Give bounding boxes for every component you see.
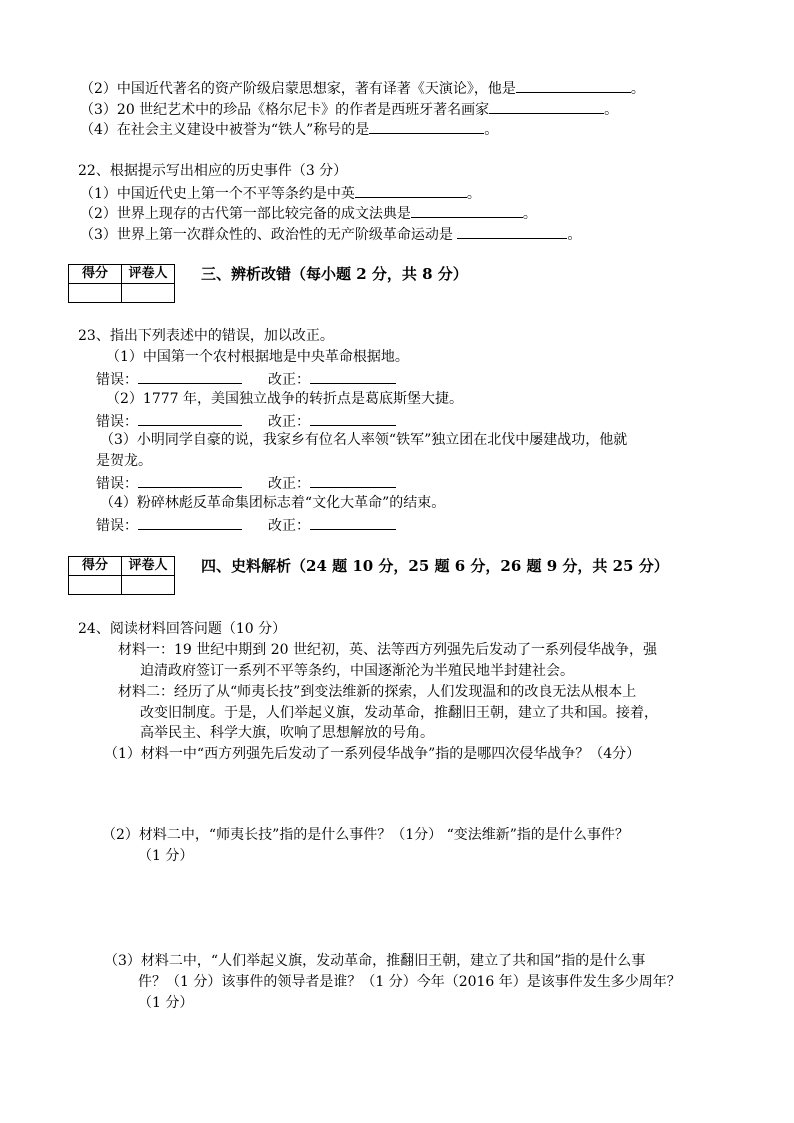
q23-answer-row-2 — [96, 411, 396, 431]
score-cell[interactable] — [69, 284, 122, 303]
answer-blank[interactable] — [516, 78, 631, 93]
period: 。 — [604, 102, 619, 118]
error-blank[interactable] — [138, 473, 242, 488]
answer-blank[interactable] — [489, 99, 604, 114]
period: 。 — [630, 81, 645, 97]
q24-material-1-line-2: 迫清政府签订一系列不平等条约，中国逐渐沦为半殖民地半封建社会。 — [140, 663, 574, 679]
q24-sub-2-line-1: （2）材料二中，“师夷长技”指的是什么事件？（1分） “变法维新”指的是什么事件？ — [102, 827, 629, 843]
q23-answer-row-1 — [96, 369, 396, 389]
grader-cell[interactable] — [122, 284, 175, 303]
answer-blank[interactable] — [355, 183, 467, 198]
q23-title: 23、指出下列表述中的错误，加以改正。 — [78, 328, 334, 344]
grader-header: 评卷人 — [122, 265, 175, 284]
fix-blank[interactable] — [310, 473, 396, 488]
error-blank[interactable] — [138, 515, 242, 530]
q21-item-3 — [80, 99, 618, 119]
error-label: 错误： — [96, 518, 138, 534]
q24-material-1-line-1: 材料一：19 世纪中期到 20 世纪初，英、法等西方列强先后发动了一系列侵华战争，强 — [118, 642, 657, 658]
q21-item-3-text: （3）20 世纪艺术中的珍品《格尔尼卡》的作者是西班牙著名画家 — [80, 102, 490, 118]
grader-header: 评卷人 — [122, 557, 175, 576]
q22-item-2 — [80, 203, 537, 223]
error-label: 错误： — [96, 372, 138, 388]
period: 。 — [567, 227, 582, 243]
q23-item-2: （2）1777 年，美国独立战争的转折点是葛底斯堡大捷。 — [106, 391, 463, 407]
q23-item-3-line-2: 是贺龙。 — [96, 453, 152, 469]
q23-answer-row-4 — [96, 515, 396, 535]
period: 。 — [484, 122, 499, 138]
score-table — [68, 264, 175, 303]
score-header: 得分 — [69, 557, 122, 576]
q24-sub-3-line-3: （1 分） — [138, 995, 194, 1011]
section-3-title: 三、辨析改错（每小题 2 分，共 8 分） — [201, 265, 468, 283]
q23-item-1: （1）中国第一个农村根据地是中央革命根据地。 — [106, 349, 409, 365]
fix-label: 改正： — [268, 476, 310, 492]
q23-answer-row-3 — [96, 473, 396, 493]
q22-title: 22、根据提示写出相应的历史事件（3 分） — [78, 163, 348, 179]
q24-sub-3-line-1: （3）材料二中，“人们举起义旗，发动革命，推翻旧王朝，建立了共和国”指的是什么事 — [104, 953, 646, 969]
q24-sub-2-line-2: （1 分） — [138, 848, 194, 864]
fix-label: 改正： — [268, 518, 310, 534]
q21-item-4-text: （4）在社会主义建设中被誉为“铁人”称号的是 — [80, 122, 370, 138]
error-blank[interactable] — [138, 411, 242, 426]
q21-item-2 — [80, 78, 645, 98]
q23-item-4: （4）粉碎林彪反革命集团标志着“文化大革命”的结束。 — [100, 495, 446, 511]
score-cell[interactable] — [69, 576, 122, 595]
period: 。 — [466, 186, 481, 202]
fix-label: 改正： — [268, 414, 310, 430]
q24-title: 24、阅读材料回答问题（10 分） — [78, 621, 287, 637]
q22-item-3-text: （3）世界上第一次群众性的、政治性的无产阶级革命运动是 — [80, 227, 453, 243]
grader-cell[interactable] — [122, 576, 175, 595]
q24-sub-1: （1）材料一中“西方列强先后发动了一系列侵华战争”指的是哪四次侵华战争？（4分） — [104, 746, 641, 762]
q24-material-2-line-2: 改变旧制度。于是，人们举起义旗，发动革命，推翻旧王朝，建立了共和国。接着， — [140, 705, 658, 721]
q22-item-2-text: （2）世界上现存的古代第一部比较完备的成文法典是 — [80, 206, 411, 222]
error-label: 错误： — [96, 414, 138, 430]
q22-item-3 — [80, 224, 581, 244]
answer-blank[interactable] — [369, 119, 484, 134]
answer-blank[interactable] — [457, 224, 567, 239]
period: 。 — [522, 206, 537, 222]
section-4-title: 四、史料解析（24 题 10 分，25 题 6 分，26 题 9 分，共 25 分） — [201, 557, 669, 575]
score-table — [68, 556, 175, 595]
q22-item-1-text: （1）中国近代史上第一个不平等条约是中英 — [80, 186, 355, 202]
error-blank[interactable] — [138, 369, 242, 384]
fix-blank[interactable] — [310, 411, 396, 426]
fix-blank[interactable] — [310, 515, 396, 530]
q24-material-2-line-1: 材料二：经历了从“师夷长技”到变法维新的探索，人们发现温和的改良无法从根本上 — [118, 684, 637, 700]
answer-blank[interactable] — [411, 203, 523, 218]
score-header: 得分 — [69, 265, 122, 284]
q21-item-2-text: （2）中国近代著名的资产阶级启蒙思想家，著有译著《天演论》，他是 — [80, 81, 516, 97]
error-label: 错误： — [96, 476, 138, 492]
q24-material-2-line-3: 高举民主、科学大旗，吹响了思想解放的号角。 — [140, 725, 434, 741]
q23-item-3-line-1: （3）小明同学自豪的说，我家乡有位名人率领“铁军”独立团在北伐中屡建战功，他就 — [100, 432, 628, 448]
q24-sub-3-line-2: 件？（1 分）该事件的领导者是谁？（1 分）今年（2016 年）是该事件发生多少周年？ — [138, 974, 681, 990]
fix-label: 改正： — [268, 372, 310, 388]
fix-blank[interactable] — [310, 369, 396, 384]
q21-item-4 — [80, 119, 498, 139]
q22-item-1 — [80, 183, 481, 203]
